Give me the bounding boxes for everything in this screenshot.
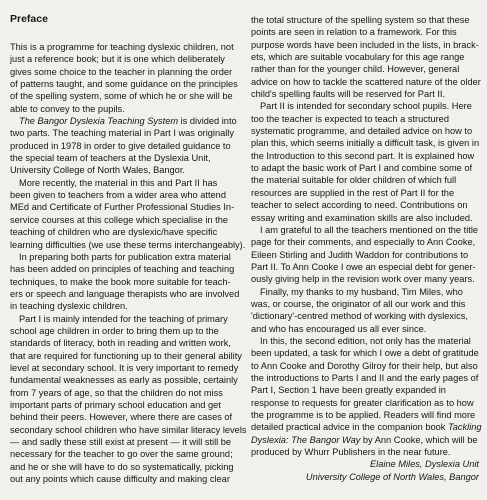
text-line: fundamental weaknesses as early as possible, certainly — [10, 375, 238, 386]
text-line: In preparing both parts for publication extra material — [19, 251, 231, 262]
left-column — [10, 41, 247, 485]
text-line: ously giving help in the revision work over many years. — [251, 274, 475, 285]
text-line: two parts. The teaching material in Part I was originally — [10, 128, 234, 139]
text-line: important parts of primary school education and get — [10, 399, 221, 410]
text-line: techniques, to make the book more suitable for teach- — [10, 276, 231, 287]
text-line: to Ann Cooke and Dorothy Gilroy for their help, but also — [251, 360, 478, 371]
text-line: out any points which cause difficulty and making clear — [10, 474, 230, 485]
text-line: The Bangor Dyslexia Teaching System is divided into — [19, 116, 237, 127]
text-line: I am grateful to all the teachers mentioned on the title — [260, 224, 479, 235]
text-line: able to convey to the pupils. — [10, 103, 125, 114]
text-line: the total structure of the spelling system so that these — [251, 15, 470, 25]
text-line: ers or speech and language therapists who are involved — [10, 288, 240, 299]
text-line: page for their comments, and especially to Ann Cooke, — [251, 237, 476, 248]
text-line: level at secondary school. It is very important to remedy — [10, 362, 239, 373]
text-line: of the spelling system, some of which he or she will be — [10, 91, 233, 102]
text-line: gives some choice to the teacher in planning the order — [10, 66, 233, 77]
text-line: too the teacher is expected to teach a structured — [251, 113, 449, 124]
text-line: teacher to select according to need. Contributions on — [251, 200, 468, 211]
text-line: from 7 years of age, so that the children do not miss — [10, 387, 223, 398]
text-line: essay writing and examination skills are also included. — [251, 212, 473, 223]
text-line: response to requests for greater clarification as to how — [251, 397, 474, 408]
text-line: Part I is mainly intended for the teaching of primary — [19, 313, 228, 324]
text-line: Part II is intended for secondary school pupils. Here — [260, 101, 472, 112]
text-line: behind their peers. However, where there are cases of — [10, 412, 233, 423]
text-line: that are required for functioning up to their general ability — [10, 350, 242, 361]
text-line: advice on how to tackle the scattered nature of the older — [251, 76, 481, 87]
text-line: learning difficulties (we use these terms interchangeably). — [10, 239, 246, 250]
text-line: plan this, which seems initially a difficult task, is given in — [251, 138, 480, 149]
text-line: of patterns taught, and some guidance on the principles — [10, 79, 238, 90]
text-line: service courses at this college which specialise in the — [10, 214, 228, 225]
text-line: school age children in order to bring them up to the — [10, 325, 219, 336]
page-title: Preface — [10, 13, 48, 25]
text-line: University College of North Wales, Bangor. — [10, 165, 185, 176]
text-line: purpose words have been included in the lists, in brack- — [251, 39, 479, 50]
text-line: and who has encouraged us all ever since. — [251, 323, 427, 334]
text-line: the Introduction to this second part. It is explained how — [251, 150, 475, 161]
text-line: standards of literacy, both in reading and written work, — [10, 338, 231, 349]
text-line: Eileen Stirling and Judith Waddon for contributions to — [251, 249, 469, 260]
text-line: Finally, my thanks to my husband, Tim Miles, who — [260, 286, 463, 297]
text-line: been given to teachers from a wider area who attend — [10, 190, 226, 201]
text-line: produced in 1978 in order to give detailed guidance to — [10, 140, 231, 151]
text-line: to adapt the basic work of Part I and combine some of — [251, 163, 473, 174]
right-column — [251, 14, 482, 483]
text-line: 'dictionary'-centred method of working with dyslexics, — [251, 311, 468, 322]
text-line: secondary school children who have similar literacy levels — [10, 424, 247, 435]
text-line: the programme is to be applied. Readers will find more — [251, 410, 476, 420]
text-line: This is a programme for teaching dyslexic children, not — [10, 42, 234, 52]
signature-line: Elaine Miles, Dyslexia Unit — [370, 459, 479, 470]
text-line: In this, the second edition, not only has the material — [260, 335, 471, 346]
text-line: ets, which are suitable vocabulary for this age range — [251, 52, 465, 63]
text-line: necessary for the teacher to go over the same ground; — [10, 449, 233, 460]
signature-line: University College of North Wales, Bangor — [305, 471, 479, 482]
text-line: and he or she will have to do so systematically, picking — [10, 461, 234, 472]
text-line: just a reference book; but it is one which deliberately — [10, 54, 225, 65]
text-line: points are seen in relation to a framework. For this — [251, 27, 457, 38]
text-line: Part II. To Ann Cooke I owe an especial debt for gener- — [251, 261, 476, 272]
text-line: systematic programme, and detailed advice on how to — [251, 126, 473, 137]
text-line: in teaching dyslexic children. — [10, 301, 128, 312]
text-line: has been added on principles of teaching and teaching — [10, 264, 235, 275]
text-line: detailed practical advice in the companion book Tackling — [251, 422, 482, 433]
text-line: MEd and Certificate of Further Professional Studies In- — [10, 202, 235, 213]
text-line: the material suitable for older children of which full — [251, 175, 457, 186]
text-line: — and sadly these still exist at present — it will still be — [10, 437, 232, 447]
text-line: teaching of children who are dyslexic/have specific — [10, 227, 218, 238]
text-line: child's spelling faults will be reserved for Part II. — [251, 89, 446, 100]
text-line: been updated, a task for which I owe a debt of gratitude — [251, 348, 479, 359]
text-line: More recently, the material in this and Part II has — [19, 177, 218, 188]
text-line: was, or course, the originator of all our work and this — [251, 298, 466, 309]
text-line: rather than for the younger child. However, general — [251, 64, 460, 75]
text-line: Part I, Section 1 have been greatly expanded in — [251, 385, 446, 396]
text-line: the special team of teachers at the Dyslexia Unit, — [10, 153, 211, 164]
text-line: produced by Whurr Publishers in the near future. — [251, 447, 451, 458]
text-line: Dyslexia: The Bangor Way by Ann Cooke, which will be — [251, 434, 478, 445]
text-line: resources are supplied in the rest of Part II for the — [251, 187, 455, 198]
text-line: the introductions to Parts I and II and the early pages of — [251, 372, 479, 383]
